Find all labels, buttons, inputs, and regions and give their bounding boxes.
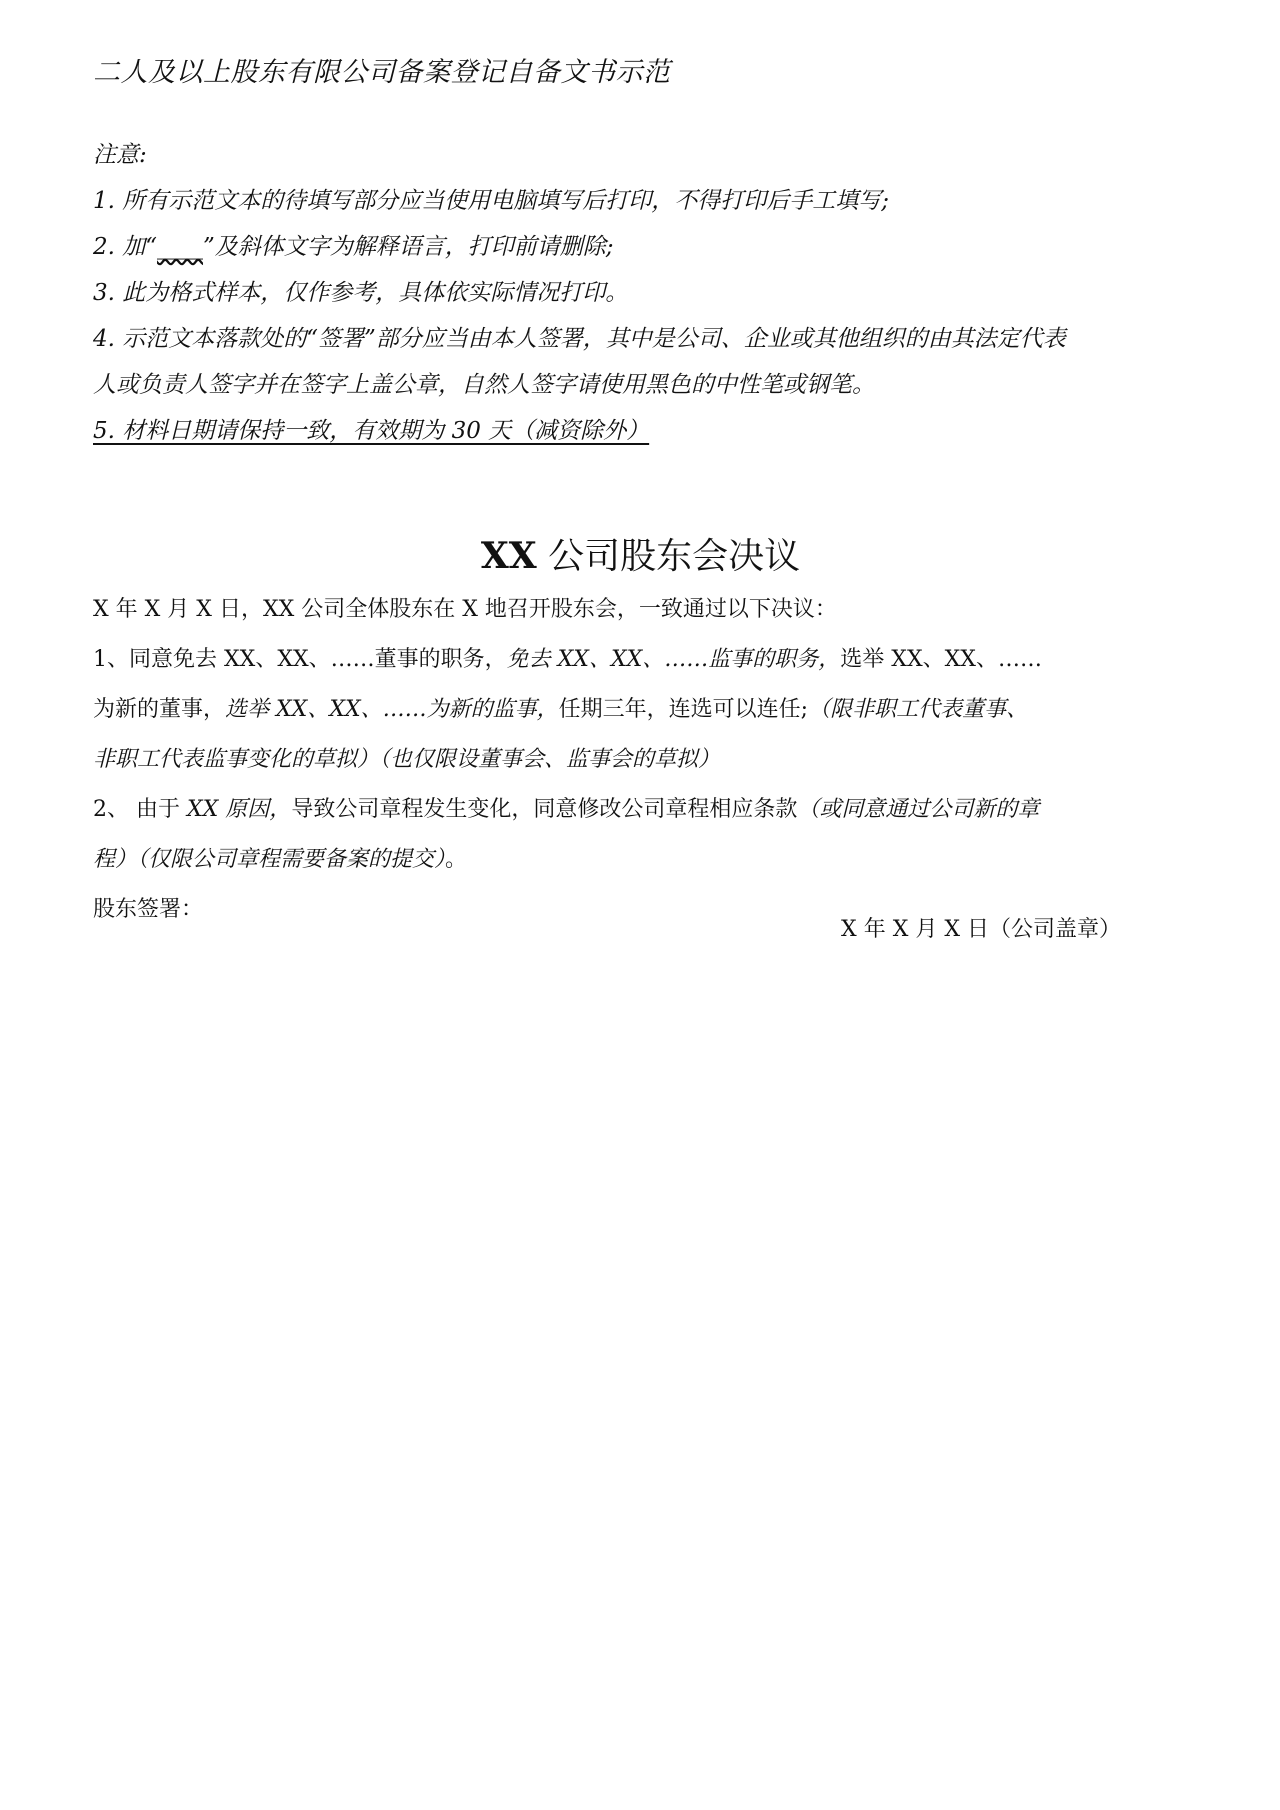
item-2-note-end: 程）（仅限公司章程需要备案的提交） [93, 847, 446, 872]
item-2-note-start: （或同意通过公司新的章 [797, 797, 1040, 822]
resolution-title-xx: XX [480, 535, 537, 577]
note-item-2-prefix: 2. 加“ [93, 234, 158, 260]
document-header: 二人及以上股东有限公司备案登记自备文书示范 [93, 57, 671, 88]
note-item-2-blank: ____ [157, 234, 204, 260]
note-item-5-text: 5. 材料日期请保持一致，有效期为 30 天（减资除外） [93, 418, 650, 444]
item-1-new-directors: 为新的董事， [93, 697, 226, 722]
resolution-intro: X 年 X 月 X 日，XX 公司全体股东在 X 地召开股东会，一致通过以下决议： [93, 597, 837, 622]
item-2-amend: 导致公司章程发生变化，同意修改公司章程相应条款 [291, 797, 798, 822]
note-item-1: 1. 所有示范文本的待填写部分应当使用电脑填写后打印，不得打印后手工填写; [93, 188, 890, 214]
resolution-item-1-line-3: 非职工代表监事变化的草拟）（也仅限设董事会、监事会的草拟） [93, 747, 721, 772]
item-1-dismiss-supervisors: 免去 XX、XX、……监事的职务， [506, 647, 841, 672]
item-2-period: 。 [445, 847, 468, 872]
item-1-new-supervisors: 选举 XX、XX、……为新的监事， [225, 697, 559, 722]
item-2-prefix: 2、 由于 [93, 797, 187, 822]
item-1-term: 任期三年，连选可以连任; [558, 697, 809, 722]
resolution-title [93, 528, 1188, 579]
note-item-5 [93, 408, 1203, 454]
note-item-2 [93, 224, 1203, 270]
note-item-3: 3. 此为格式样本，仅作参考，具体依实际情况打印。 [93, 280, 629, 306]
item-2-reason: XX 原因， [186, 797, 292, 822]
shareholder-signature-label: 股东签署： [93, 897, 204, 922]
item-1-dismiss-directors: 1、同意免去 XX、XX、……董事的职务， [93, 647, 507, 672]
note-item-4-line-2: 人或负责人签字并在签字上盖公章，自然人签字请使用黑色的中性笔或钢笔。 [93, 372, 875, 398]
resolution-item-1-line-2 [93, 685, 1203, 735]
item-1-note-start: （限非职工代表董事、 [808, 697, 1029, 722]
notes-section [93, 132, 1203, 454]
resolution-item-2-line-1 [93, 785, 1203, 835]
resolution-title-rest: 公司股东会决议 [536, 536, 801, 577]
notes-label: 注意: [93, 142, 147, 168]
date-seal-line: X 年 X 月 X 日（公司盖章） [841, 917, 1121, 942]
resolution-body [93, 585, 1203, 935]
resolution-item-2-line-2 [93, 835, 1203, 885]
item-1-elect-directors: 选举 XX、XX、…… [840, 647, 1042, 672]
note-item-2-suffix: ”及斜体文字为解释语言，打印前请删除; [203, 234, 614, 260]
resolution-item-1-line-1 [93, 635, 1203, 685]
note-item-4-line-1: 4. 示范文本落款处的“签署”部分应当由本人签署，其中是公司、企业或其他组织的由其法定代表 [93, 326, 1066, 352]
